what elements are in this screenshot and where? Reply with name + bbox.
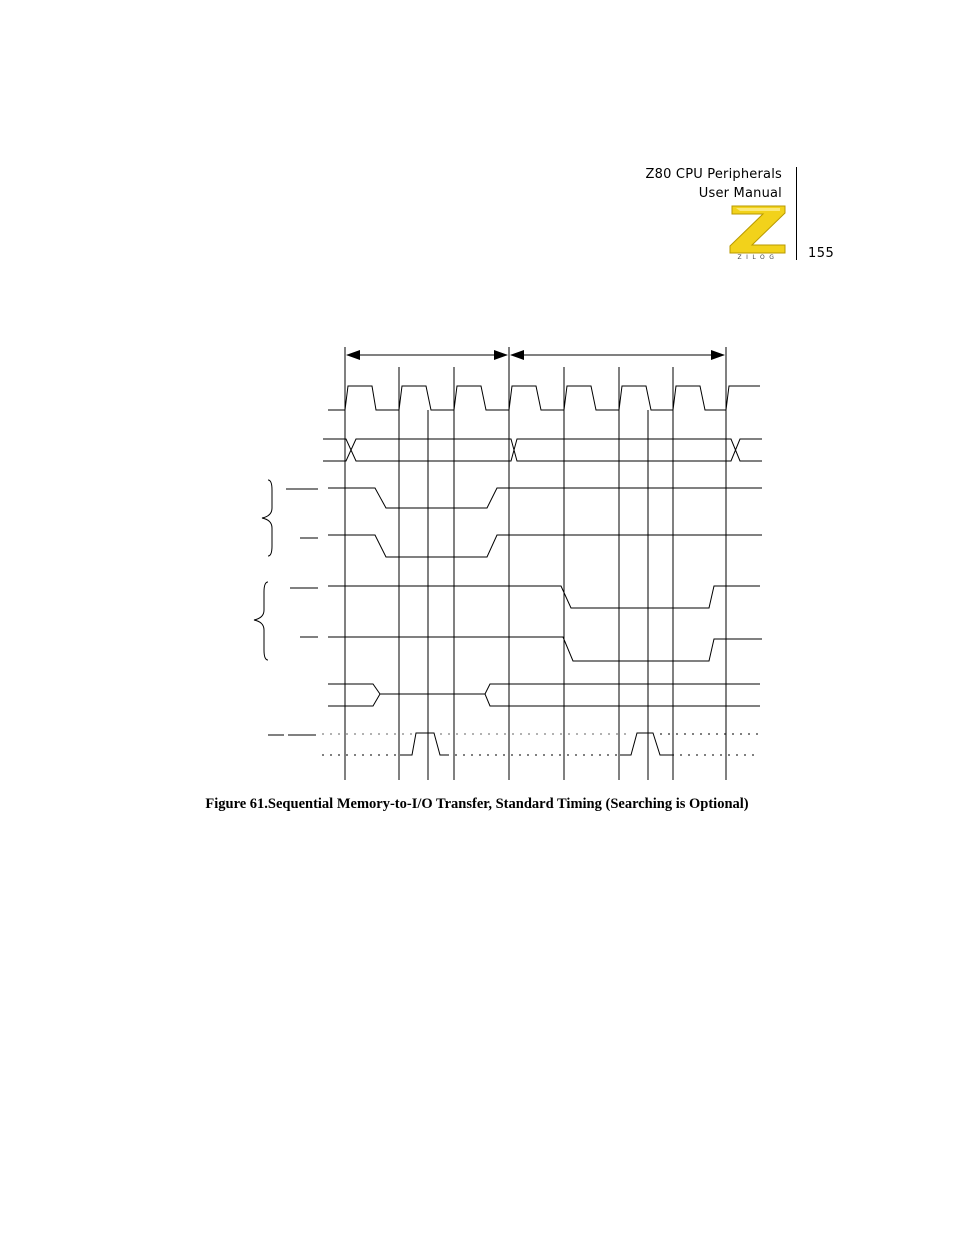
ready-pulse-2: [620, 733, 672, 755]
header-title-line2: User Manual: [698, 186, 782, 201]
wr-waveform: [328, 637, 762, 661]
figure-caption: Figure 61.Sequential Memory-to-I/O Transfer, Standard Timing (Searching is Optional): [205, 796, 749, 812]
mreq-waveform: [328, 488, 762, 508]
arrowhead-right: [711, 350, 725, 360]
io-group-brace: [254, 582, 268, 660]
page-number: 155: [808, 246, 835, 261]
zilog-wordmark: ZILOG: [737, 254, 779, 261]
clock-waveform: [328, 386, 760, 410]
rd-waveform: [328, 535, 762, 557]
arrowhead-left: [346, 350, 360, 360]
data-bus-upper: [328, 684, 760, 694]
header-title-line1: Z80 CPU Peripherals: [645, 167, 782, 182]
arrowhead-left: [510, 350, 524, 360]
arrowhead-right: [494, 350, 508, 360]
iorq-waveform: [328, 586, 760, 608]
data-bus-lower: [328, 694, 760, 706]
ready-pulse-1: [400, 733, 447, 755]
address-bus-upper: [323, 439, 762, 461]
address-bus-lower: [323, 439, 762, 461]
memory-group-brace: [262, 480, 272, 556]
